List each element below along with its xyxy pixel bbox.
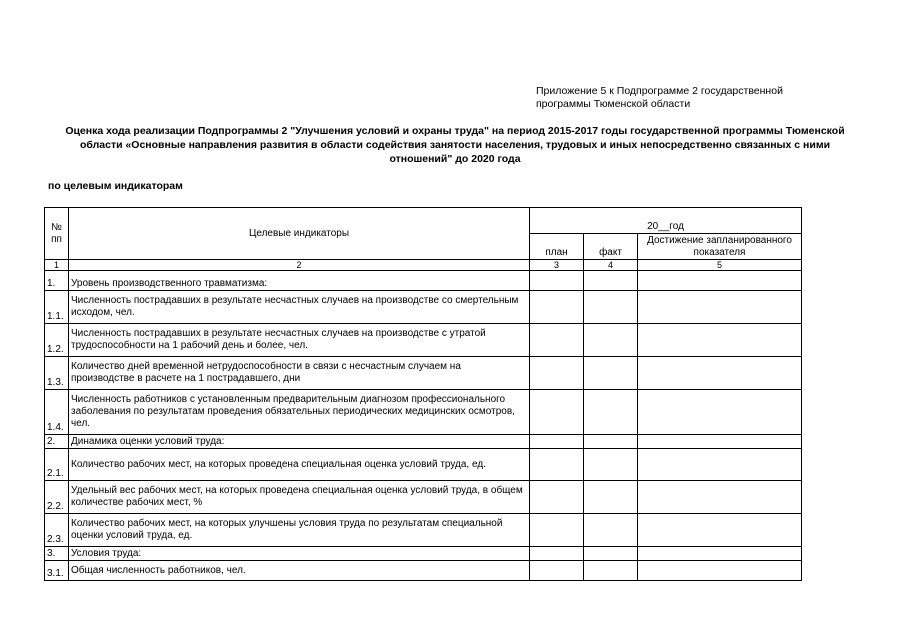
column-number-4: 4: [584, 260, 638, 271]
row-number: 1.1.: [45, 291, 69, 324]
row-indicator: Численность работников с установленным предварительным диагнозом профессионального заболевания по результатам проведения обязательных периодических медицинских осмотров, чел.: [69, 390, 530, 435]
row-plan: [530, 324, 584, 357]
row-indicator: Количество дней временной нетрудоспособности в связи с несчастным случаем на производстве в расчете на 1 пострадавшего, дни: [69, 357, 530, 390]
table-row: [45, 271, 802, 291]
table-row: [45, 561, 802, 581]
row-fact: [584, 390, 638, 435]
row-fact: [584, 449, 638, 481]
row-number: 1.4.: [45, 390, 69, 435]
row-achievement: [638, 435, 802, 449]
row-number: 2.2.: [45, 481, 69, 514]
row-fact: [584, 324, 638, 357]
row-plan: [530, 271, 584, 291]
row-number: 2.3.: [45, 514, 69, 547]
row-fact: [584, 514, 638, 547]
row-achievement: [638, 390, 802, 435]
row-fact: [584, 435, 638, 449]
row-achievement: [638, 514, 802, 547]
header-number: № пп: [45, 208, 69, 260]
column-number-3: 3: [530, 260, 584, 271]
row-plan: [530, 561, 584, 581]
row-achievement: [638, 357, 802, 390]
row-plan: [530, 547, 584, 561]
row-achievement: [638, 324, 802, 357]
row-fact: [584, 357, 638, 390]
header-indicators: Целевые индикаторы: [69, 208, 530, 260]
row-plan: [530, 481, 584, 514]
column-number-2: 2: [69, 260, 530, 271]
row-indicator: Количество рабочих мест, на которых проведена специальная оценка условий труда, ед.: [69, 449, 530, 481]
row-indicator: Численность пострадавших в результате несчастных случаев на производстве с утратой трудоспособности на 1 рабочий день и более, чел.: [69, 324, 530, 357]
row-indicator: Численность пострадавших в результате несчастных случаев на производстве со смертельным исходом, чел.: [69, 291, 530, 324]
header-plan: план: [530, 234, 584, 260]
row-number: 3.: [45, 547, 69, 561]
header-year: 20__год: [530, 208, 802, 234]
row-number: 2.1.: [45, 449, 69, 481]
document-title: Оценка хода реализации Подпрограммы 2 "Улучшения условий и охраны труда" на период 2015-2017 годы государственной программы Тюменской области «Основные направления развития в области содействия занятости населения, трудовых и иных непосредственно связанных с ними отношений" до 2020 года: [65, 125, 845, 165]
table-row: [45, 324, 802, 357]
row-achievement: [638, 291, 802, 324]
indicators-table: [44, 207, 802, 581]
appendix-note: Приложение 5 к Подпрограмме 2 государственной программы Тюменской области: [536, 85, 783, 110]
row-indicator: Удельный вес рабочих мест, на которых проведена специальная оценка условий труда, в общем количестве рабочих мест, %: [69, 481, 530, 514]
row-plan: [530, 390, 584, 435]
header-achievement: Достижение запланированного показателя: [638, 234, 802, 260]
row-indicator: Условия труда:: [69, 547, 530, 561]
row-indicator: Количество рабочих мест, на которых улучшены условия труда по результатам специальной оценки условий труда, ед.: [69, 514, 530, 547]
table-row: [45, 357, 802, 390]
row-achievement: [638, 271, 802, 291]
row-fact: [584, 547, 638, 561]
row-indicator: Общая численность работников, чел.: [69, 561, 530, 581]
row-achievement: [638, 449, 802, 481]
row-plan: [530, 435, 584, 449]
row-achievement: [638, 481, 802, 514]
row-fact: [584, 561, 638, 581]
row-indicator: Уровень производственного травматизма:: [69, 271, 530, 291]
table-row: [45, 514, 802, 547]
row-achievement: [638, 547, 802, 561]
row-fact: [584, 291, 638, 324]
row-number: 3.1.: [45, 561, 69, 581]
row-plan: [530, 357, 584, 390]
table-row: [45, 547, 802, 561]
row-number: 1.: [45, 271, 69, 291]
table-row: [45, 435, 802, 449]
table-row: [45, 390, 802, 435]
table-row: [45, 449, 802, 481]
row-achievement: [638, 561, 802, 581]
header-fact: факт: [584, 234, 638, 260]
row-plan: [530, 291, 584, 324]
table-row: [45, 481, 802, 514]
row-number: 2.: [45, 435, 69, 449]
row-plan: [530, 449, 584, 481]
row-fact: [584, 271, 638, 291]
table-row: [45, 291, 802, 324]
row-number: 1.3.: [45, 357, 69, 390]
row-plan: [530, 514, 584, 547]
row-fact: [584, 481, 638, 514]
column-number-1: 1: [45, 260, 69, 271]
column-number-5: 5: [638, 260, 802, 271]
row-indicator: Динамика оценки условий труда:: [69, 435, 530, 449]
document-subtitle: по целевым индикаторам: [48, 180, 183, 192]
row-number: 1.2.: [45, 324, 69, 357]
